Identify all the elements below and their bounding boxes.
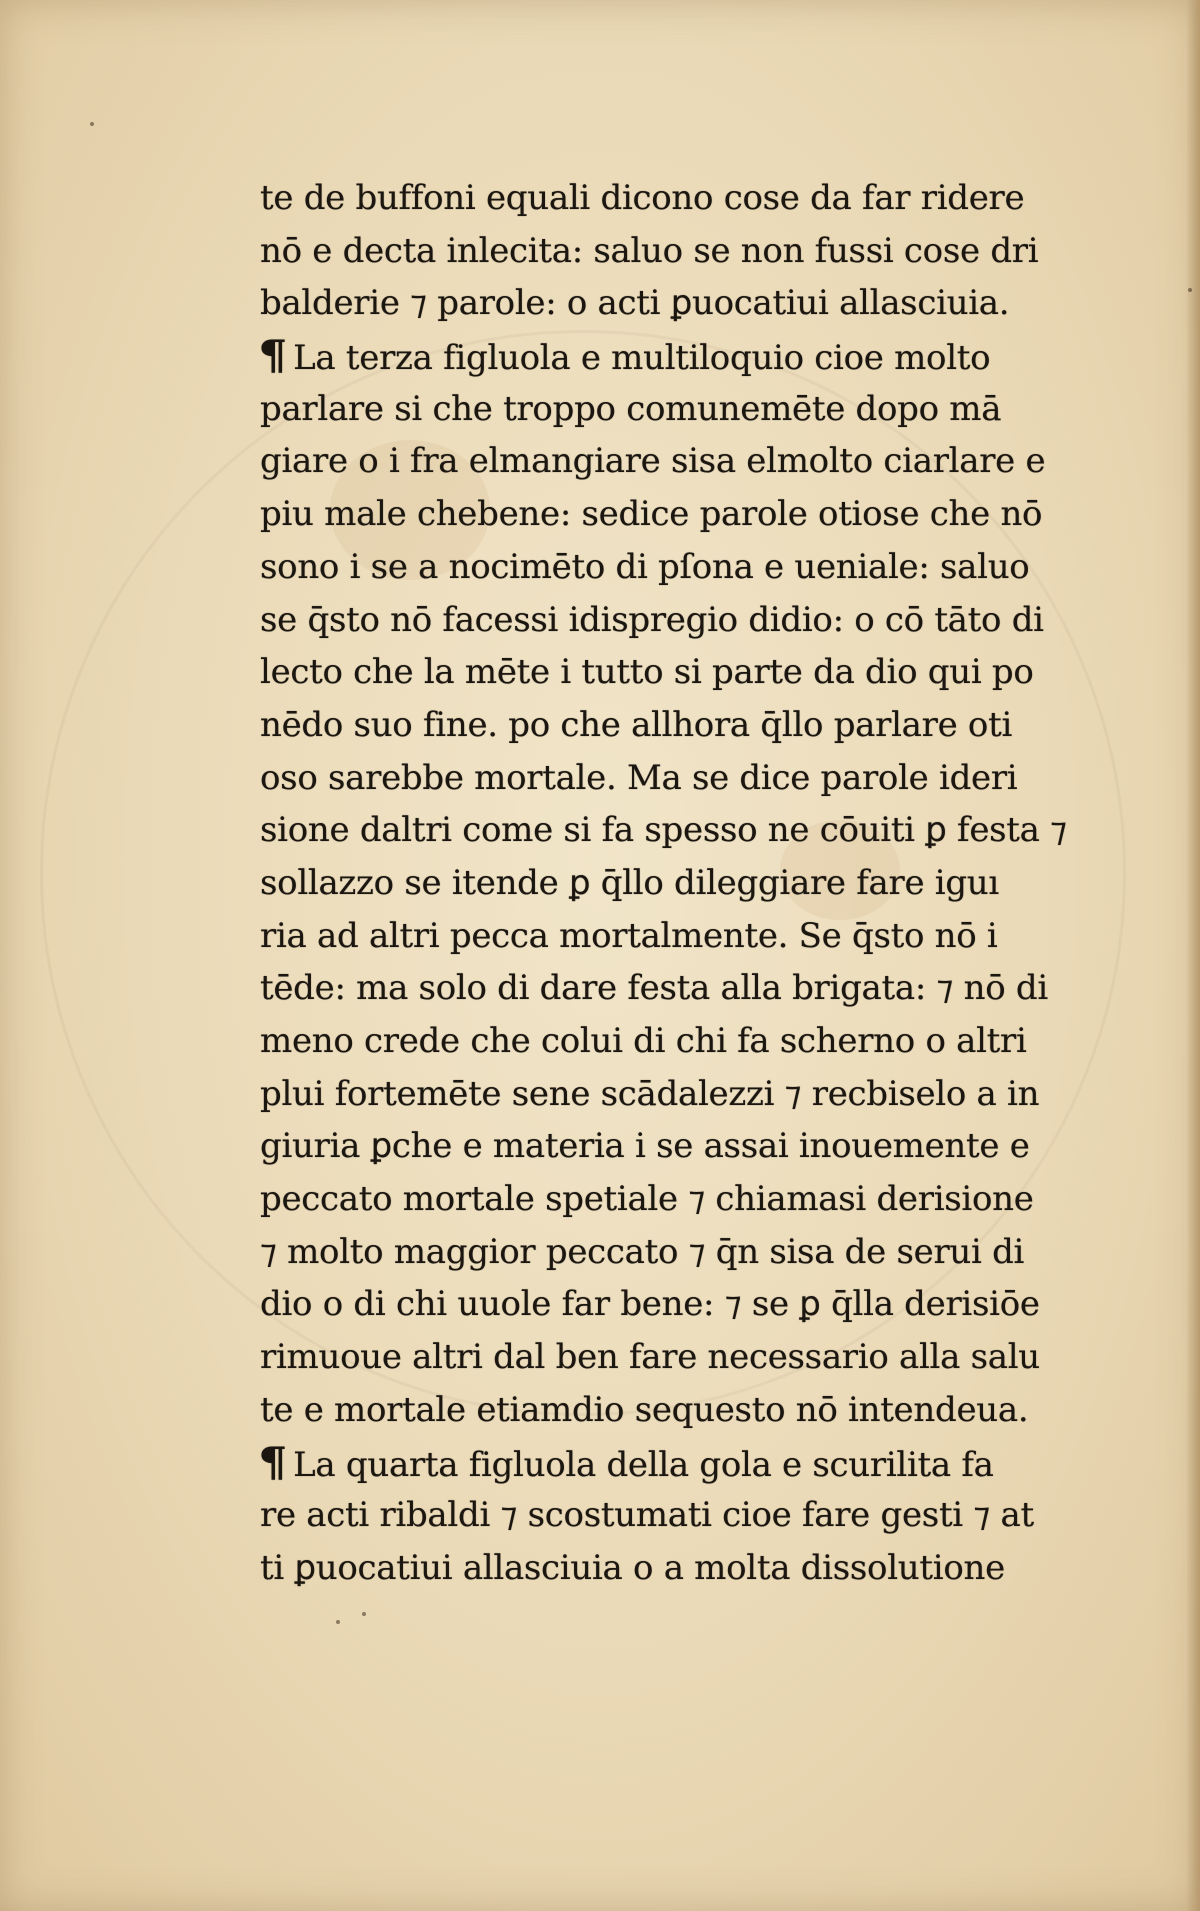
text-line: oso sarebbe mortale. Ma se dice parole ideri: [260, 757, 1018, 798]
text-line: tēde: ma solo di dare festa alla brigata: ⁊ nō di: [260, 968, 1048, 1009]
text-line: rimuoue altri dal ben fare necessario alla salu: [260, 1337, 1040, 1378]
text-line: piu male chebene: sedice parole otiose che nō: [260, 494, 1043, 535]
ink-speck: [336, 1620, 340, 1624]
text-line: nō e decta inlecita: saluo se non fussi cose dri: [260, 230, 1039, 271]
text-line: nēdo suo fine. po che allhora q̄llo parlare oti: [260, 704, 1013, 745]
text-line-content: La terza figluola e multiloquio cioe molto: [293, 338, 991, 379]
text-line: te e mortale etiamdio sequesto nō intendeua.: [260, 1389, 1029, 1430]
text-line: peccato mortale spetiale ⁊ chiamasi derisione: [260, 1179, 1034, 1220]
text-line: re acti ribaldi ⁊ scostumati cioe fare gesti ⁊ at: [260, 1495, 1034, 1536]
text-line: se q̄sto nō facessi idispregio didio: o cō tāto di: [260, 599, 1044, 640]
text-line: ria ad altri pecca mortalmente. Se q̄sto nō i: [260, 915, 998, 956]
text-line: sollazzo se itende ꝑ q̄llo dileggiare fare iguı: [260, 862, 999, 903]
text-line: giare o i fra elmangiare sisa elmolto ciarlare e: [260, 441, 1046, 482]
text-line: ti ꝑuocatiui allasciuia o a molta dissolutione: [260, 1547, 1005, 1588]
text-line: [260, 1437, 1080, 1490]
text-line-content: La quarta figluola della gola e scurilita fa: [293, 1444, 994, 1485]
text-line: sione daltri come si fa spesso ne cōuiti ꝑ festa ⁊: [260, 810, 1067, 851]
text-line: sono i se a nocimēto di pſona e ueniale: saluo: [260, 546, 1030, 587]
ink-speck: [1188, 288, 1192, 292]
text-line: parlare si che troppo comunemēte dopo mā: [260, 388, 1002, 429]
text-line: ⁊ molto maggior peccato ⁊ q̄n sisa de serui di: [260, 1231, 1025, 1272]
text-line: balderie ⁊ parole: o acti ꝑuocatiui allasciuia.: [260, 283, 1010, 324]
text-line: giuria ꝑche e materia i se assai inouemente e: [260, 1126, 1030, 1167]
paragraph-mark: ¶: [258, 332, 288, 380]
page-edge-shadow: [1186, 0, 1200, 1911]
text-line: te de buffoni equali dicono cose da far ridere: [260, 178, 1025, 218]
text-line: plui fortemēte sene scādalezzi ⁊ recbiselo a in: [260, 1073, 1040, 1114]
text-line: meno crede che colui di chi fa scherno o altri: [260, 1021, 1027, 1061]
printed-text-block: [260, 172, 1080, 1595]
ink-speck: [90, 122, 94, 126]
ink-speck: [362, 1612, 366, 1616]
text-line: lecto che la mēte i tutto si parte da dio qui po: [260, 652, 1034, 693]
text-line: dio o di chi uuole far bene: ⁊ se ꝑ q̄lla derisiōe: [260, 1284, 1040, 1325]
text-line: [260, 330, 1080, 383]
paragraph-mark: ¶: [258, 1438, 288, 1486]
